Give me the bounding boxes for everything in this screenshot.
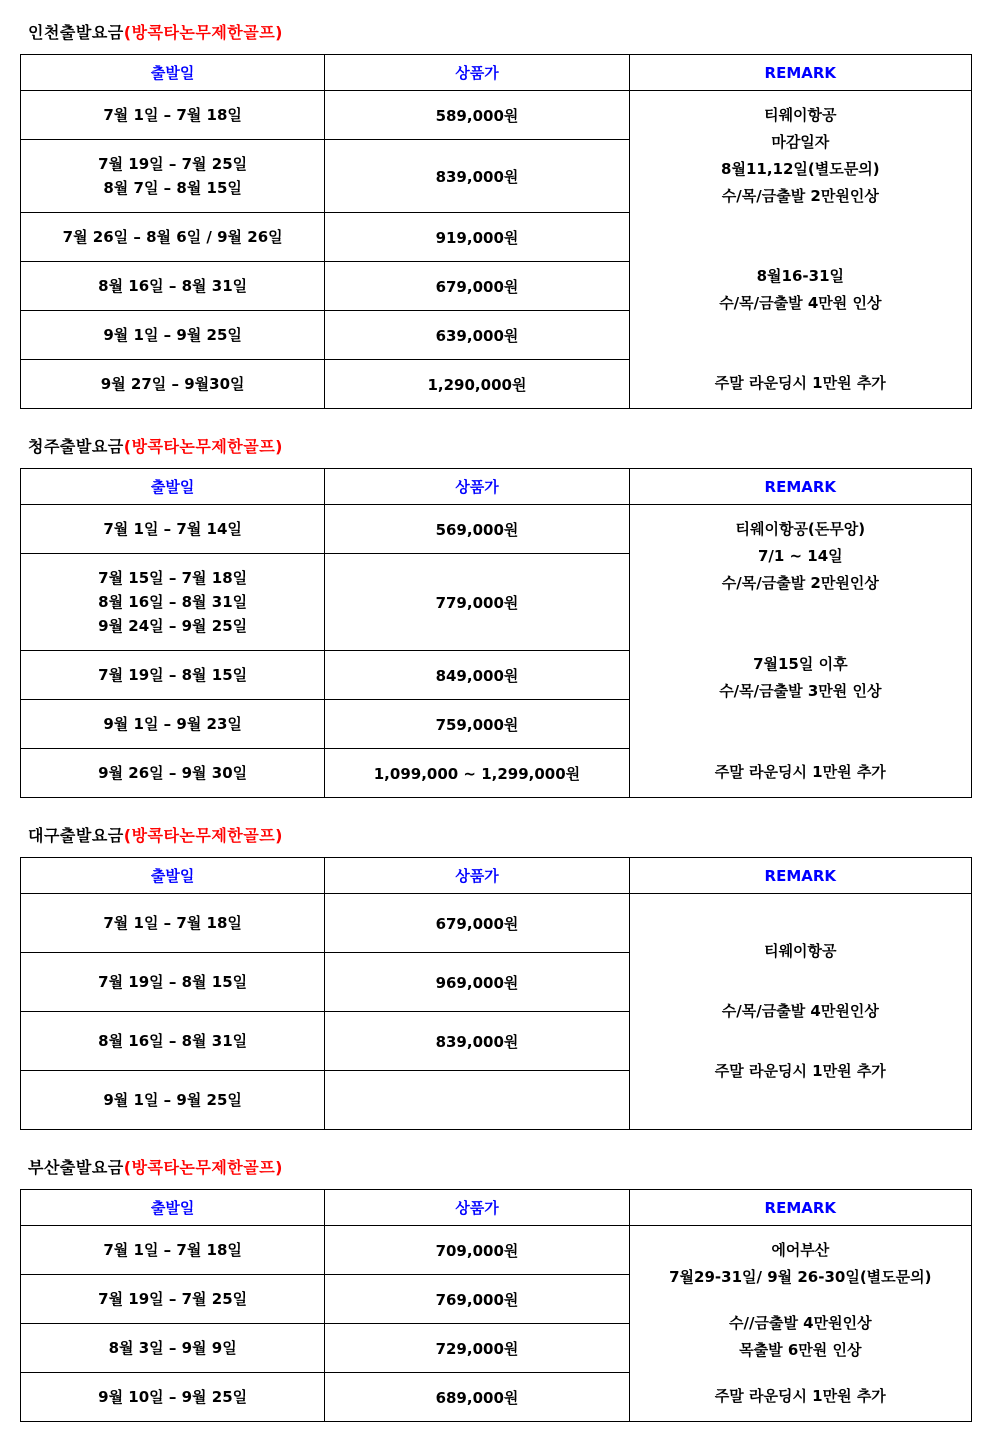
remark-spacer — [638, 317, 963, 370]
departure-dates-cell — [21, 505, 325, 554]
departure-dates-cell — [21, 894, 325, 953]
section-title-accent: (방콕타논무제한골프) — [123, 1158, 283, 1177]
departure-date-range: 8월 16일 – 8월 31일 — [98, 1032, 248, 1050]
remark-content — [630, 505, 971, 797]
departure-dates-cell — [21, 360, 325, 409]
header-row — [21, 469, 972, 505]
remark-line: 티웨이항공(돈무앙) — [735, 520, 866, 538]
departure-dates-cell — [21, 554, 325, 651]
departure-dates-cell — [21, 953, 325, 1012]
departure-dates-cell — [21, 1012, 325, 1071]
departure-date-range: 9월 1일 – 9월 25일 — [103, 1091, 242, 1109]
section-title-city: 청주출발요금 — [28, 437, 124, 456]
price-cell: 679,000원 — [325, 262, 629, 311]
section-title-city: 부산출발요금 — [28, 1158, 124, 1177]
fare-section-daegu — [20, 823, 972, 1130]
departure-date-range: 7월 19일 – 8월 15일 — [98, 973, 248, 991]
price-cell: 709,000원 — [325, 1226, 629, 1275]
departure-date-range: 8월 7일 – 8월 15일 — [103, 179, 242, 197]
fare-table-incheon — [20, 54, 972, 409]
header-row — [21, 55, 972, 91]
remark-spacer — [638, 705, 963, 759]
price-cell: 849,000원 — [325, 651, 629, 700]
remark-spacer — [638, 1291, 963, 1310]
remark-line: 주말 라운딩시 1만원 추가 — [714, 374, 886, 392]
departure-dates-cell — [21, 1373, 325, 1422]
remark-line: 7월29-31일/ 9월 26-30일(별도문의) — [669, 1268, 932, 1286]
price-cell: 589,000원 — [325, 91, 629, 140]
fare-section-cheongju — [20, 434, 972, 798]
section-title-accent: (방콕타논무제한골프) — [123, 826, 283, 845]
price-cell: 969,000원 — [325, 953, 629, 1012]
departure-date-range: 9월 10일 – 9월 25일 — [98, 1388, 248, 1406]
fare-row — [21, 1226, 972, 1275]
fare-section-incheon — [20, 20, 972, 409]
fare-table-busan — [20, 1189, 972, 1422]
fare-row — [21, 91, 972, 140]
remark-spacer — [638, 905, 963, 938]
remark-line: 주말 라운딩시 1만원 추가 — [714, 763, 886, 781]
departure-dates-cell — [21, 700, 325, 749]
departure-dates-cell — [21, 1324, 325, 1373]
departure-date-range: 7월 15일 – 7월 18일 — [98, 569, 248, 587]
remark-line: 마감일자 — [771, 133, 830, 151]
price-cell: 689,000원 — [325, 1373, 629, 1422]
departure-date-range: 8월 16일 – 8월 31일 — [98, 277, 248, 295]
fare-table-cheongju — [20, 468, 972, 798]
remark-spacer — [638, 210, 963, 263]
departure-date-range: 7월 19일 – 7월 25일 — [98, 155, 248, 173]
departure-dates-cell — [21, 140, 325, 213]
column-header-remark: REMARK — [629, 858, 971, 894]
column-header-departure: 출발일 — [21, 469, 325, 505]
column-header-remark: REMARK — [629, 469, 971, 505]
departure-dates-cell — [21, 749, 325, 798]
section-title-city: 대구출발요금 — [28, 826, 124, 845]
remark-spacer — [638, 1085, 963, 1118]
price-cell: 779,000원 — [325, 554, 629, 651]
section-title-city: 인천출발요금 — [28, 23, 124, 42]
remark-cell — [629, 91, 971, 409]
remark-cell — [629, 505, 971, 798]
remark-line: 수/목/금출발 3만원 인상 — [719, 682, 882, 700]
header-row — [21, 1190, 972, 1226]
remark-line: 8월16-31일 — [756, 267, 845, 285]
remark-cell — [629, 894, 971, 1130]
remark-line: 수/목/금출발 2만원인상 — [721, 574, 879, 592]
price-cell: 679,000원 — [325, 894, 629, 953]
column-header-departure: 출발일 — [21, 55, 325, 91]
column-header-price: 상품가 — [325, 469, 629, 505]
departure-dates-cell — [21, 262, 325, 311]
price-cell: 1,290,000원 — [325, 360, 629, 409]
remark-line: 티웨이항공 — [764, 106, 837, 124]
column-header-remark: REMARK — [629, 1190, 971, 1226]
column-header-remark: REMARK — [629, 55, 971, 91]
header-row — [21, 858, 972, 894]
fare-table-daegu — [20, 857, 972, 1130]
remark-line: 목출발 6만원 인상 — [739, 1341, 862, 1359]
remark-line: 에어부산 — [771, 1241, 830, 1259]
departure-date-range: 9월 27일 – 9월30일 — [100, 375, 245, 393]
departure-date-range: 8월 16일 – 8월 31일 — [98, 593, 248, 611]
remark-line: 수/목/금출발 4만원인상 — [721, 1002, 879, 1020]
column-header-departure: 출발일 — [21, 1190, 325, 1226]
departure-date-range: 7월 19일 – 8월 15일 — [98, 666, 248, 684]
section-title-busan — [28, 1155, 972, 1178]
departure-dates-cell — [21, 1226, 325, 1275]
fare-section-busan — [20, 1155, 972, 1422]
fare-sections — [20, 20, 972, 1422]
column-header-price: 상품가 — [325, 858, 629, 894]
departure-dates-cell — [21, 651, 325, 700]
remark-content — [630, 894, 971, 1129]
column-header-price: 상품가 — [325, 55, 629, 91]
remark-line: 7월15일 이후 — [753, 655, 848, 673]
remark-cell — [629, 1226, 971, 1422]
remark-line: 7/1 ~ 14일 — [757, 547, 843, 565]
departure-date-range: 9월 1일 – 9월 25일 — [103, 326, 242, 344]
remark-spacer — [638, 597, 963, 651]
column-header-departure: 출발일 — [21, 858, 325, 894]
section-title-incheon — [28, 20, 972, 43]
price-cell: 839,000원 — [325, 140, 629, 213]
remark-line: 수/목/금출발 4만원 인상 — [719, 294, 882, 312]
price-cell: 759,000원 — [325, 700, 629, 749]
section-title-daegu — [28, 823, 972, 846]
price-cell: 769,000원 — [325, 1275, 629, 1324]
price-cell: 569,000원 — [325, 505, 629, 554]
departure-dates-cell — [21, 91, 325, 140]
remark-spacer — [638, 1364, 963, 1383]
departure-dates-cell — [21, 1275, 325, 1324]
section-title-cheongju — [28, 434, 972, 457]
fare-row — [21, 894, 972, 953]
departure-date-range: 8월 3일 – 9월 9일 — [108, 1339, 237, 1357]
remark-spacer — [638, 1025, 963, 1058]
price-cell — [325, 1071, 629, 1130]
remark-spacer — [638, 965, 963, 998]
departure-date-range: 7월 1일 – 7월 18일 — [103, 1241, 242, 1259]
price-cell: 729,000원 — [325, 1324, 629, 1373]
departure-date-range: 9월 26일 – 9월 30일 — [98, 764, 248, 782]
remark-content — [630, 91, 971, 408]
departure-dates-cell — [21, 311, 325, 360]
remark-line: 수//금출발 4만원인상 — [729, 1314, 872, 1332]
price-cell: 1,099,000 ~ 1,299,000원 — [325, 749, 629, 798]
section-title-accent: (방콕타논무제한골프) — [123, 23, 283, 42]
departure-date-range: 7월 26일 – 8월 6일 / 9월 26일 — [62, 228, 283, 246]
remark-line: 수/목/금출발 2만원인상 — [721, 187, 879, 205]
remark-line: 주말 라운딩시 1만원 추가 — [714, 1387, 886, 1405]
departure-dates-cell — [21, 213, 325, 262]
departure-date-range: 9월 1일 – 9월 23일 — [103, 715, 242, 733]
column-header-price: 상품가 — [325, 1190, 629, 1226]
price-cell: 839,000원 — [325, 1012, 629, 1071]
departure-date-range: 7월 1일 – 7월 14일 — [103, 520, 242, 538]
price-cell: 639,000원 — [325, 311, 629, 360]
departure-date-range: 7월 19일 – 7월 25일 — [98, 1290, 248, 1308]
section-title-accent: (방콕타논무제한골프) — [123, 437, 283, 456]
remark-line: 8월11,12일(별도문의) — [721, 160, 880, 178]
remark-line: 주말 라운딩시 1만원 추가 — [714, 1062, 886, 1080]
price-cell: 919,000원 — [325, 213, 629, 262]
fare-row — [21, 505, 972, 554]
remark-line: 티웨이항공 — [764, 942, 837, 960]
departure-date-range: 7월 1일 – 7월 18일 — [103, 914, 242, 932]
departure-date-range: 7월 1일 – 7월 18일 — [103, 106, 242, 124]
departure-date-range: 9월 24일 – 9월 25일 — [98, 617, 248, 635]
departure-dates-cell — [21, 1071, 325, 1130]
remark-content — [630, 1226, 971, 1421]
